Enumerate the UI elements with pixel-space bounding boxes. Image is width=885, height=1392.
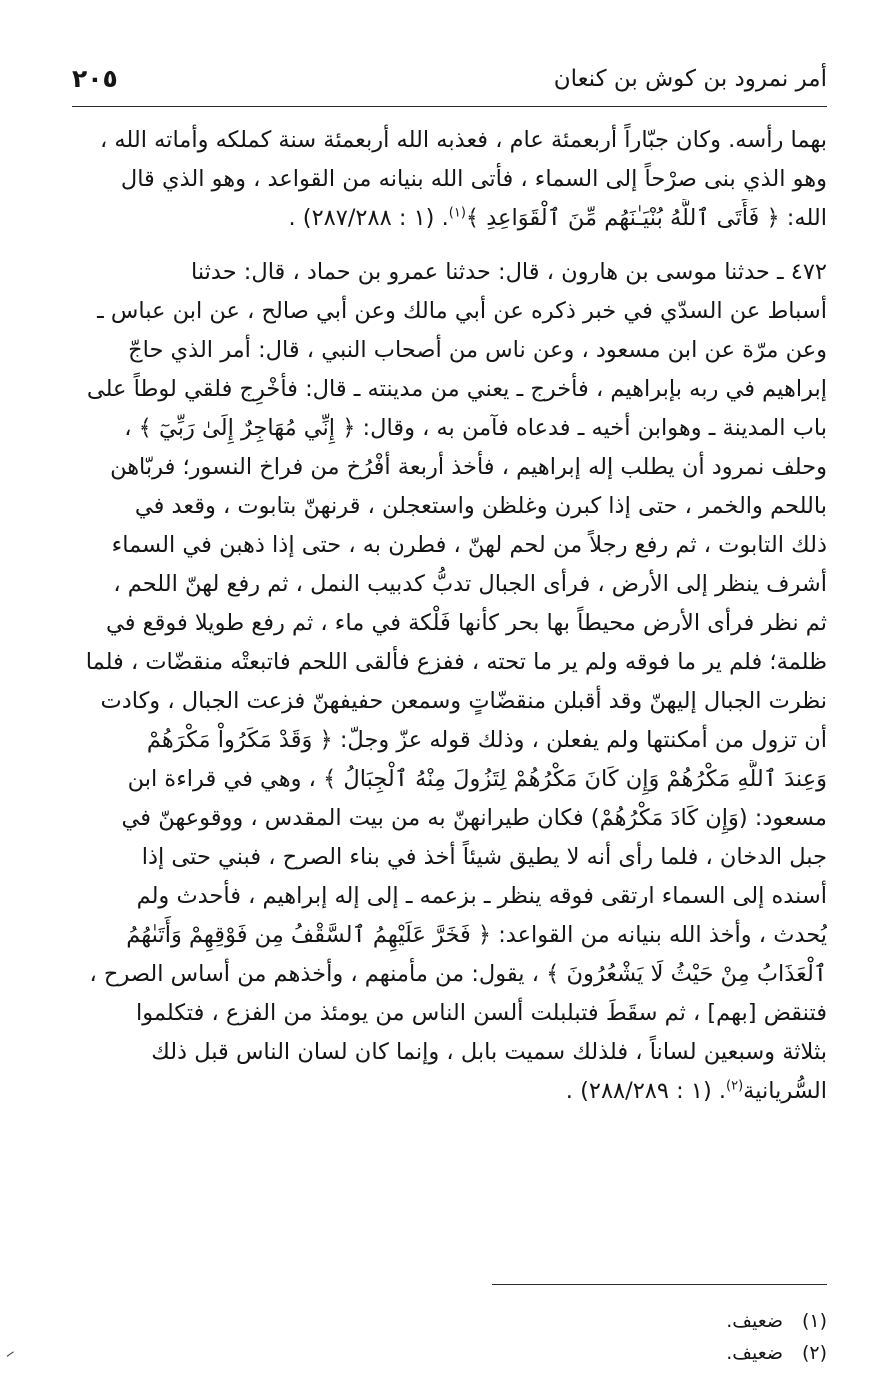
text-line: ثم نظر فرأى الأرض محيطاً بها بحر كأنها فَلْكة في ماء ، ثم رفع طويلا فوقع في [105,610,827,636]
paragraph-1 [72,121,827,238]
text-line: أشرف ينظر إلى الأرض ، فرأى الجبال تدبُّ كدبيب النمل ، ثم رفع لهنّ اللحم ، [113,571,827,597]
text-line [72,199,827,238]
text-line: جبل الدخان ، فلما رأى أنه لا يطيق شيئاً أخذ في بناء الصرح ، فبني حتى إذا [141,844,827,870]
running-title: أمر نمرود بن كوش بن كنعان [553,66,827,92]
text-line: وهو الذي بنى صرْحاً إلى السماء ، فأتى الله بنيانه من القواعد ، وهو الذي قال [120,166,827,192]
footnote-marker-1: (١) [448,205,466,221]
running-head [72,60,827,107]
text-line: ٱلْعَذَابُ مِنْ حَيْثُ لَا يَشْعُرُونَ ﴾ ، يقول: من مأمنهم ، وأخذهم من أساس الصرح ، [89,961,827,987]
citation: . (١ : ٢٨٨/٢٨٩) . [565,1078,727,1104]
text-line: يُحدث ، وأخذ الله بنيانه من القواعد: ﴿ فَخَرَّ عَلَيْهِمُ ٱلسَّقْفُ مِن فَوْقِهِمْ وَأَتَىٰهُمُ [126,922,827,948]
footnote-number: (١) [801,1310,827,1332]
text-line: نظرت الجبال إليهنّ وقد أقبلن منقضّاتٍ وسمعن حفيفهنّ فزعت الجبال ، وكادت [100,688,827,714]
text-line: أسنده إلى السماء ارتقى فوقه ينظر ـ بزعمه ـ إلى إله إبراهيم ، فأحدث ولم [136,883,827,909]
corner-mark [7,1351,18,1361]
text-line [72,1072,827,1111]
text-line: باب المدينة ـ وهوابن أخيه ـ فدعاه فآمن به ، وقال: ﴿ إِنِّي مُهَاجِرٌ إِلَىٰ رَبِّيٓ ﴾ ، [124,415,827,441]
text-line: وَعِندَ ٱللَّهِ مَكْرُهُمْ وَإِن كَانَ مَكْرُهُمْ لِتَزُولَ مِنْهُ ٱلْجِبَالُ ﴾ ، وهي في قراءة ابن [127,766,827,792]
footnote-item [72,1305,827,1337]
text-line: وعن مرّة عن ابن مسعود ، وعن ناس من أصحاب النبي ، قال: أمر الذي حاجّ [128,337,827,363]
text-line: إبراهيم في ربه بإبراهيم ، فأخرج ـ يعني من مدينته ـ قال: فأخْرِج فلقي لوطاً على [86,376,827,402]
last-line-word: السُّريانية [743,1078,827,1104]
book-page [72,60,827,1364]
text-line: أسباط عن السدّي في خبر ذكره عن أبي مالك وعن أبي صالح ، عن ابن عباس ـ [97,298,827,324]
text-line: بهما رأسه. وكان جبّاراً أربعمئة عام ، فعذبه الله أربعمئة سنة كملكه وأماته الله ، [99,127,827,153]
footnote-text: ضعيف. [726,1310,783,1332]
footnote-text: ضعيف. [726,1342,783,1364]
footnotes [72,1258,827,1369]
text-line: بثلاثة وسبعين لساناً ، فلذلك سميت بابل ، وإنما كان لسان الناس قبل ذلك [151,1039,827,1065]
footnote-item [72,1337,827,1369]
text-line: أن تزول من أمكنتها ولم يفعلن ، وذلك قوله عزّ وجلّ: ﴿ وَقَدْ مَكَرُواْ مَكْرَهُمْ [146,727,827,753]
paragraph-472 [72,253,827,1111]
page-number: ٢٠٥ [72,64,118,93]
text-line: ٤٧٢ ـ حدثنا موسى بن هارون ، قال: حدثنا عمرو بن حماد ، قال: حدثنا [190,259,827,285]
quran-quote: الله: ﴿ فَأَتَى ٱللَّهُ بُنْيَـٰنَهُم مِّنَ ٱلْقَوَاعِدِ ﴾ [465,205,827,231]
text-line: وحلف نمرود أن يطلب إله إبراهيم ، فأخذ أربعة أفْرُخ من فراخ النسور؛ فربّاهن [110,454,827,480]
text-line: مسعود: (وَإِن كَادَ مَكْرُهُمْ) فكان طيرانهنّ به من بيت المقدس ، ووقوعهنّ في [121,805,827,831]
citation: . (١ : ٢٨٧/٢٨٨) . [288,205,449,231]
footnote-number: (٢) [801,1342,827,1364]
text-line: ذلك التابوت ، ثم رفع رجلاً من لحم لهنّ ، فطرن به ، حتى إذا ذهبن في السماء [111,532,827,558]
text-line: فتنقض [بهم] ، ثم سقَطَ فتبلبلت ألسن الناس من يومئذ من الفزع ، فتكلموا [136,1000,827,1026]
paragraph-gap [72,238,827,253]
text-line: ظلمة؛ فلم ير ما فوقه ولم ير ما تحته ، ففزع فألقى اللحم فاتبعتْه منقضّات ، فلما [85,649,827,675]
text-line: باللحم والخمر ، حتى إذا كبرن وغلظن واستعجلن ، قرنهنّ بتابوت ، وقعد في [134,493,827,519]
footnote-marker-2: (٢) [726,1078,744,1094]
